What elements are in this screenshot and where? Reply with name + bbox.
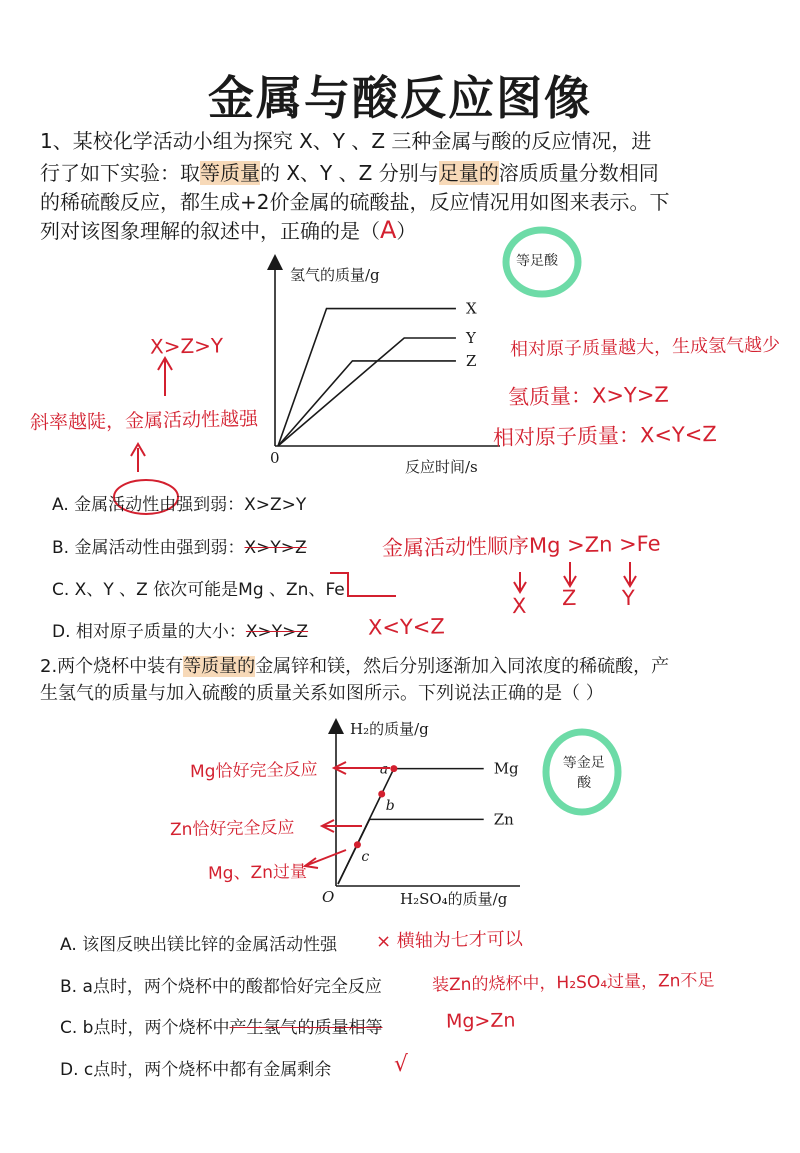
q1-hand-note2: 氢质量：X>Y>Z [507, 382, 670, 410]
q1-hand-order-note: 金属活动性顺序Mg >Zn >Fe [381, 531, 661, 561]
q1-series-label-y: Y [465, 329, 476, 347]
q1-series-label-x: X [465, 299, 477, 318]
q2-point-label-c: c [361, 848, 370, 865]
q2-hand-c-mark: Mg>Zn [445, 1009, 516, 1033]
q2-hand-a-mark: × 横轴为七才可以 [375, 928, 524, 953]
q1-line-3: 的稀硫酸反应，都生成+2价金属的硫酸盐，反应情况用如图来表示。下 [40, 190, 670, 214]
q2-ylabel: H₂的质量/g [350, 720, 429, 738]
q1-hand-note3: 相对原子质量：X<Y<Z [492, 422, 718, 450]
q2-hand-badge: 等金足酸 [562, 754, 605, 792]
q1-xlabel: 反应时间/s [405, 458, 478, 476]
q1-hand-map-y: Y [621, 585, 636, 611]
q2-origin: O [322, 888, 335, 906]
q2-hand-zn-note: Zn恰好完全反应 [169, 817, 295, 841]
q2-series-label-mg: Mg [493, 759, 519, 778]
q2-point-a [390, 765, 397, 772]
q1-map-arrow-1 [514, 572, 526, 592]
q2-option-d: D. c点时，两个烧杯中都有金属剩余 [60, 1060, 332, 1080]
q2-arrow-zn [322, 820, 362, 832]
q1-ylabel: 氢气的质量/g [290, 266, 380, 284]
q2-xlabel: H₂SO₄的质量/g [400, 890, 508, 908]
q2-hand-b-mark: 装Zn的烧杯中，H₂SO₄过量，Zn不足 [431, 970, 715, 996]
q2-point-c [354, 841, 361, 848]
q2-series-label-zn: Zn [493, 810, 514, 829]
q1-answer-mark: A [380, 216, 397, 244]
q2-option-a: A. 该图反映出镁比锌的金属活动性强 [60, 935, 338, 955]
page-title: 金属与酸反应图像 [208, 71, 592, 125]
q1-arrow-up [158, 358, 172, 396]
q1-option-a: A. 金属活动性由强到弱：X>Z>Y [52, 495, 307, 515]
q2-line-1: 2.两个烧杯中装有等质量的金属锌和镁，然后分别逐渐加入同浓度的稀硫酸，产 [40, 656, 670, 677]
q2-point-label-a: a [379, 761, 389, 778]
q1-hand-note1: 相对原子质量越大，生成氢气越少 [509, 334, 781, 361]
q2-arrow-excess [305, 850, 346, 868]
q1-hand-map-z: Z [561, 585, 577, 611]
q2-point-label-b: b [385, 798, 395, 814]
green-highlight-rings [506, 230, 618, 812]
q1-map-arrow-2 [564, 562, 576, 586]
q2-line-2: 生氢气的质量与加入硫酸的质量关系如图所示。下列说法正确的是（ ） [40, 683, 604, 704]
q1-arrow-circle [131, 444, 145, 472]
q1-map-arrow-3 [624, 562, 636, 586]
q1-hand-d-answer: X<Y<Z [367, 614, 446, 640]
q2-point-b [378, 791, 385, 798]
q2-hand-excess-note: Mg、Zn过量 [207, 862, 308, 884]
q1-origin: 0 [270, 449, 280, 467]
q1-line-1: 1、某校化学活动小组为探究 X、Y 、Z 三种金属与酸的反应情况，进 [40, 129, 652, 153]
q2-series-line-zn [338, 819, 484, 884]
q1-line-2: 行了如下实验：取等质量的 X、Y 、Z 分别与足量的溶质质量分数相同 [40, 161, 659, 185]
q1-hand-badge: 等足酸 [515, 252, 559, 270]
q1-hand-slope-note: 斜率越陡，金属活动性越强 [29, 408, 259, 434]
q1-hand-map-x: X [511, 593, 527, 619]
q1-hand-top-order: X>Z>Y [149, 333, 224, 359]
q1-option-b: B. 金属活动性由强到弱：X>Y>Z [52, 538, 307, 558]
q2-hand-d-mark: √ [393, 1051, 409, 1078]
q1-option-c: C. X、Y 、Z 依次可能是Mg 、Zn、Fe [52, 580, 345, 600]
q1-series-label-z: Z [465, 351, 477, 370]
q1-line-4: 列对该图象理解的叙述中，正确的是（A） [40, 216, 417, 244]
q2-option-b: B. a点时，两个烧杯中的酸都恰好完全反应 [60, 977, 382, 997]
q1-option-d: D. 相对原子质量的大小：X>Y>Z [52, 622, 309, 642]
q2-hand-mg-note: Mg恰好完全反应 [189, 759, 318, 783]
q2-option-c: C. b点时，两个烧杯中产生氢气的质量相等 [60, 1018, 383, 1038]
